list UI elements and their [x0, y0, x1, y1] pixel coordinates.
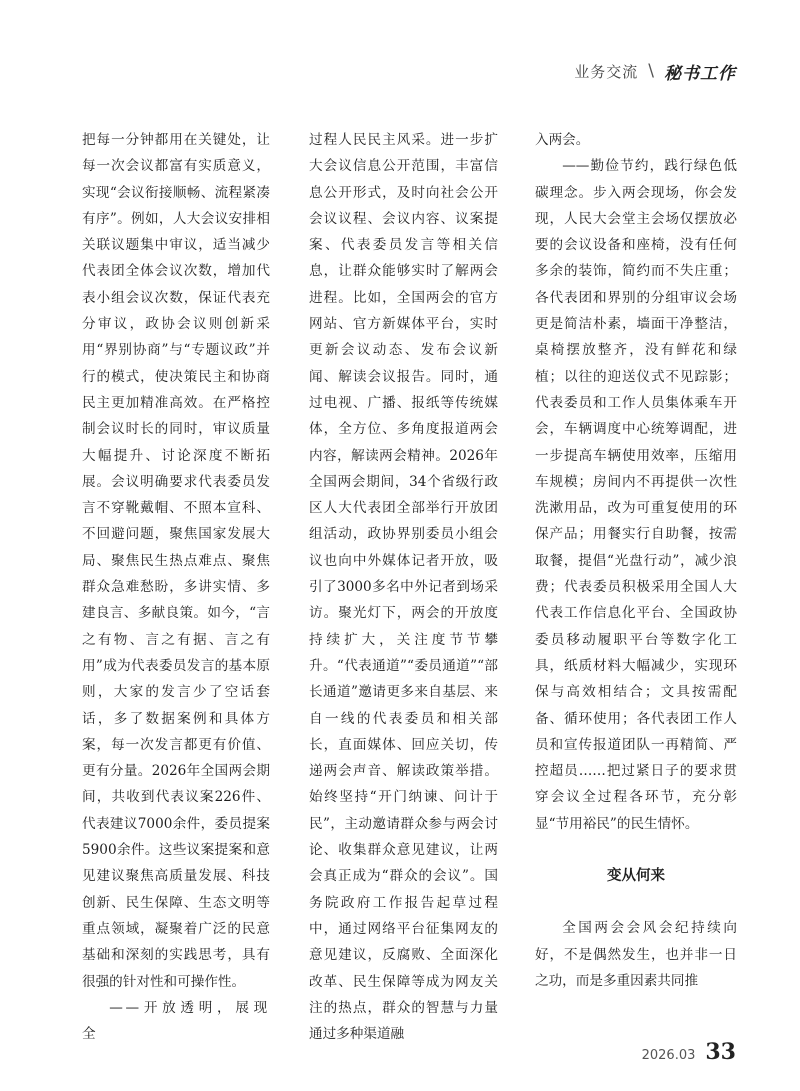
text-column-2 [309, 127, 498, 1047]
text-column-3 [535, 127, 737, 994]
body-paragraph: 把每一分钟都用在关键处，让每一次会议都富有实质意义，实现“会议衔接顺畅、流程紧凑有序”。例如，人大会议安排相关联议题集中审议，适当减少代表团全体会议次数，增加代表小组会议次数，保证代表充分审议，政协会议则创新采用“界别协商”与“专题议政”并行的模式，使决策民主和协商民主更加精准高效。在严格控制会议时长的同时，审议质量大幅提升、讨论深度不断拓展。会议明确要求代表委员发言不穿靴戴帽、不照本宣科、不回避问题，聚焦国家发展大局、聚焦民生热点难点、聚焦群众急难愁盼，多讲实情、多建良言、多献良策。如今，“言之有物、言之有据、言之有用”成为代表委员发言的基本原则，大家的发言少了空话套话，多了数据案例和具体方案，每一次发言都更有价值、更有分量。2026年全国两会期间，共收到代表议案226件、代表建议7000余件，委员提案5900余件。这些议案提案和意见建议聚焦高质量发展、科技创新、民生保障、生态文明等重点领域，凝聚着广泛的民意基础和深刻的实践思考，具有很强的针对性和可操作性。 [82, 132, 270, 990]
page-header [574, 58, 736, 84]
body-paragraph: 入两会。 [535, 132, 590, 148]
page-number: 33 [705, 1039, 736, 1065]
body-paragraph: 过程人民民主风采。进一步扩大会议信息公开范围，丰富信息公开形式，及时向社会公开会议议程、会议内容、议案提案、代表委员发言等相关信息，让群众能够实时了解两会进程。比如，全国两会的官方网站、官方新媒体平台，实时更新会议动态、发布会议新闻、解读会议报告。同时，通过电视、广播、报纸等传统媒体，全方位、多角度报道两会内容，解读两会精神。2026年全国两会期间，34个省级行政区人大代表团全部举行开放团组活动，政协界别委员小组会议也向中外媒体记者开放，吸引了3000多名中外记者到场采访。聚光灯下，两会的开放度持续扩大，关注度节节攀升。“代表通道”“委员通道”“部长通道”邀请更多来自基层、来自一线的代表委员和相关部长，直面媒体、回应关切，传递两会声音、解读政策举措。始终坚持“开门纳谏、问计于民”，主动邀请群众参与两会讨论、收集群众意见建议，让两会真正成为“群众的会议”。国务院政府工作报告起草过程中，通过网络平台征集网友的意见建议，反腐败、全面深化改革、民生保障等成为网友关注的热点，群众的智慧与力量通过多种渠道融 [309, 132, 498, 1043]
body-paragraph: 全国两会会风会纪持续向好，不是偶然发生，也并非一日之功，而是多重因素共同推 [535, 920, 737, 989]
bullet-heading: ——开放透明，展现全 [82, 999, 270, 1043]
body-paragraph: ——勤俭节约，践行绿色低碳理念。步入两会现场，你会发现，人民大会堂主会场仅摆放必要的会议设备和座椅，没有任何多余的装饰，简约而不失庄重；各代表团和界别的分组审议会场更是简洁朴素，墙面干净整洁，桌椅摆放整齐，没有鲜花和绿植；以往的迎送仪式不见踪影；代表委员和工作人员集体乘车开会，车辆调度中心统筹调配，进一步提高车辆使用效率，压缩用车规模；房间内不再提供一次性洗漱用品，改为可重复使用的环保产品；用餐实行自助餐，按需取餐，提倡“光盘行动”，减少浪费；代表委员积极采用全国人大代表工作信息化平台、全国政协委员移动履职平台等数字化工具，纸质材料大幅减少，实现环保与高效相结合；文具按需配备、循环使用；各代表团工作人员和宣传报道团队一再精简、严控超员……把过紧日子的要求贯穿会议全过程各环节，充分彰显“节用裕民”的民生情怀。 [535, 158, 737, 832]
magazine-masthead-logo: 秘书工作 [664, 63, 736, 84]
header-separator: \ [648, 61, 654, 81]
text-column-1 [82, 127, 270, 1047]
section-subheading: 变从何来 [607, 868, 665, 885]
issue-date: 2026.03 [641, 1048, 696, 1063]
page-footer [642, 1039, 736, 1065]
section-label: 业务交流 [574, 62, 639, 81]
